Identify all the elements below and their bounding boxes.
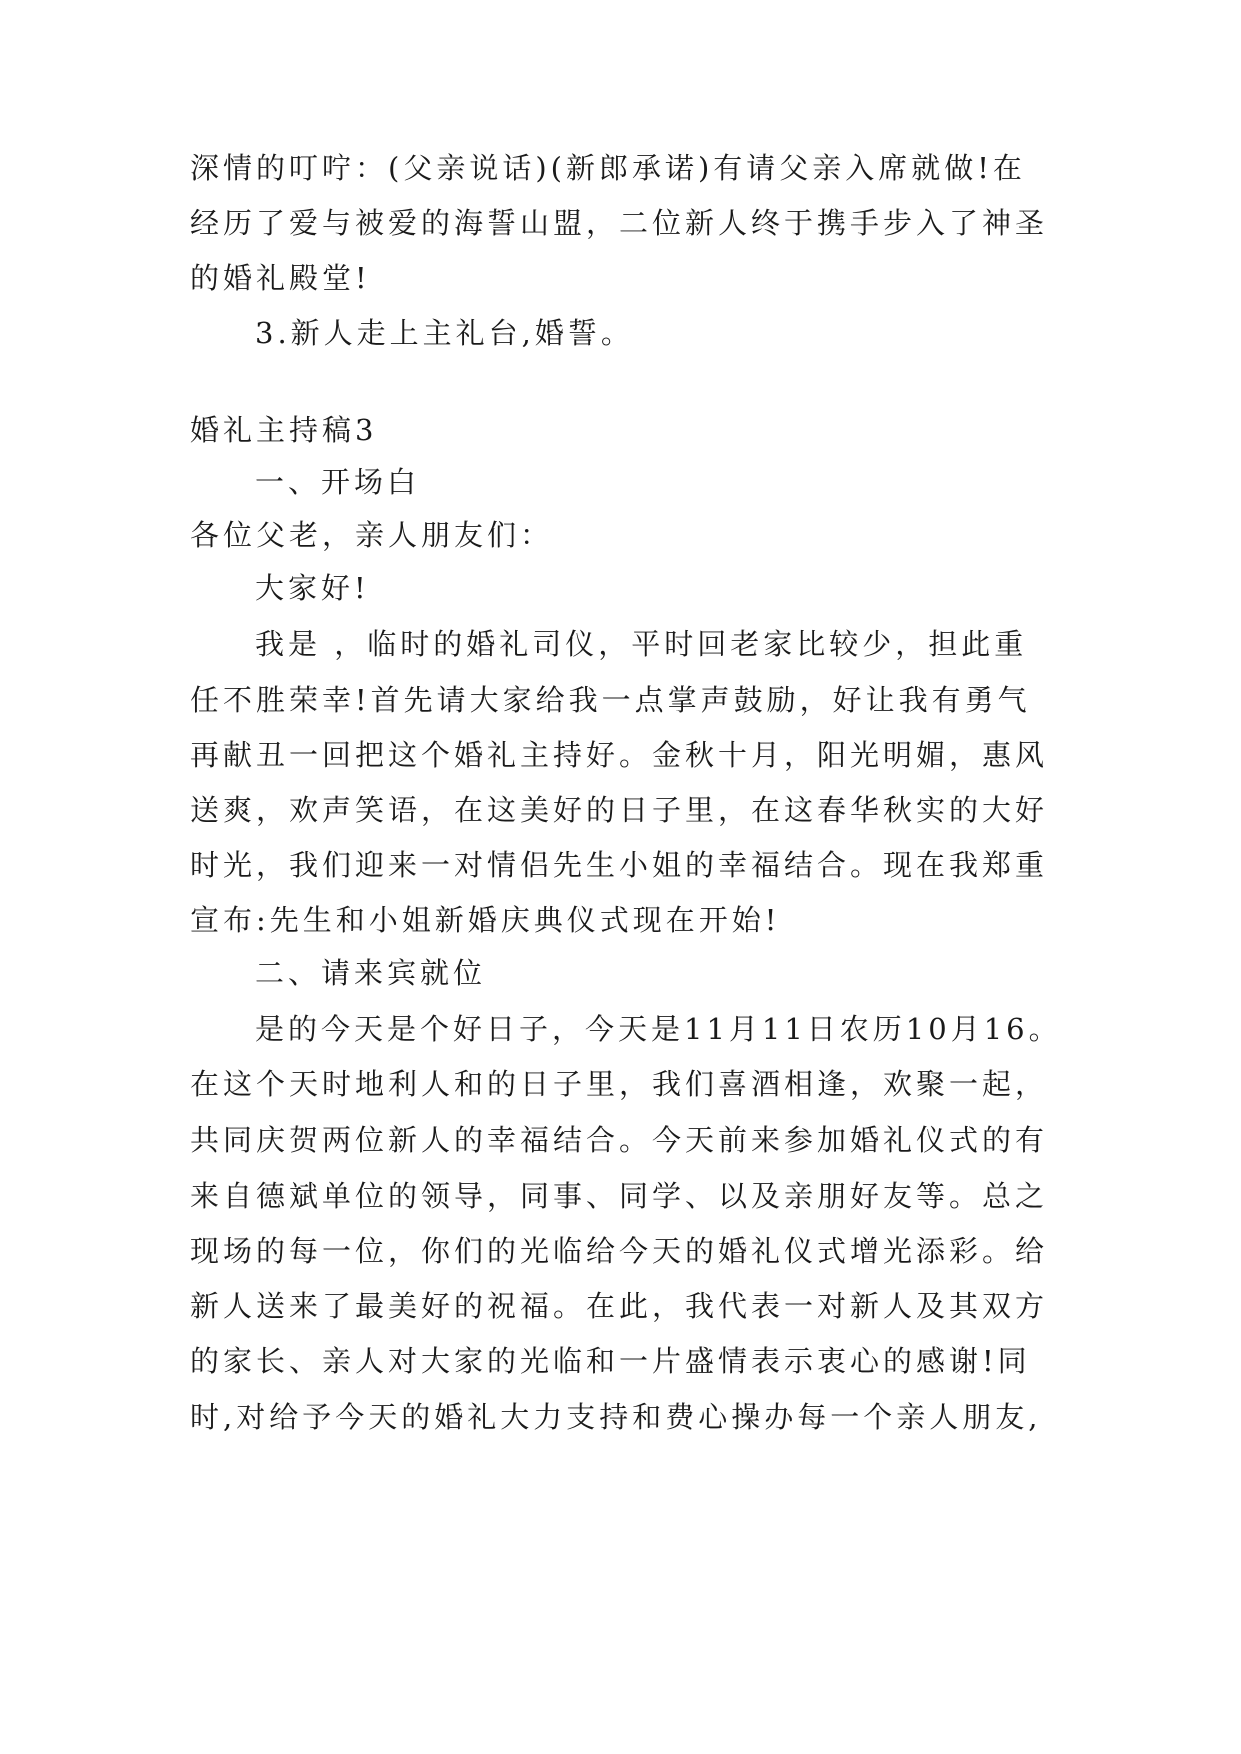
paragraph-line: 共同庆贺两位新人的幸福结合。今天前来参加婚礼仪式的有 [190, 1123, 1049, 1157]
paragraph-line: 深情的叮咛：(父亲说话)(新郎承诺)有请父亲入席就做!在 [190, 151, 1026, 185]
paragraph-line: 时光，我们迎来一对情侣先生小姐的幸福结合。现在我郑重 [190, 848, 1049, 882]
paragraph-line: 宣布:先生和小姐新婚庆典仪式现在开始! [190, 903, 781, 937]
section-title: 婚礼主持稿3 [190, 413, 378, 447]
paragraph-line: 是的今天是个好日子，今天是11月11日农历10月16。 [255, 1012, 1062, 1046]
paragraph-line: 新人送来了最美好的祝福。在此，我代表一对新人及其双方 [190, 1289, 1049, 1323]
paragraph-line: 的婚礼殿堂! [190, 261, 371, 295]
paragraph-line: 再献丑一回把这个婚礼主持好。金秋十月，阳光明媚，惠风 [190, 738, 1049, 772]
list-item: 3.新人走上主礼台,婚誓。 [255, 316, 634, 350]
section-heading: 二、请来宾就位 [255, 956, 487, 990]
section-heading: 一、开场白 [255, 465, 421, 499]
paragraph-line: 经历了爱与被爱的海誓山盟，二位新人终于携手步入了神圣 [190, 206, 1049, 240]
paragraph-line: 送爽，欢声笑语，在这美好的日子里，在这春华秋实的大好 [190, 793, 1049, 827]
salutation: 各位父老，亲人朋友们： [190, 518, 554, 552]
paragraph-line: 来自德斌单位的领导，同事、同学、以及亲朋好友等。总之 [190, 1179, 1049, 1213]
paragraph-line: 时,对给予今天的婚礼大力支持和费心操办每一个亲人朋友, [190, 1400, 1042, 1434]
paragraph-line: 在这个天时地利人和的日子里，我们喜酒相逢，欢聚一起， [190, 1067, 1049, 1101]
paragraph-line: 现场的每一位，你们的光临给今天的婚礼仪式增光添彩。给 [190, 1234, 1049, 1268]
paragraph-line: 的家长、亲人对大家的光临和一片盛情表示衷心的感谢!同 [190, 1344, 1031, 1378]
greeting: 大家好! [255, 571, 370, 605]
paragraph-line: 任不胜荣幸!首先请大家给我一点掌声鼓励，好让我有勇气 [190, 683, 1031, 717]
paragraph-line: 我是 ，临时的婚礼司仪，平时回老家比较少，担此重 [255, 627, 1028, 661]
